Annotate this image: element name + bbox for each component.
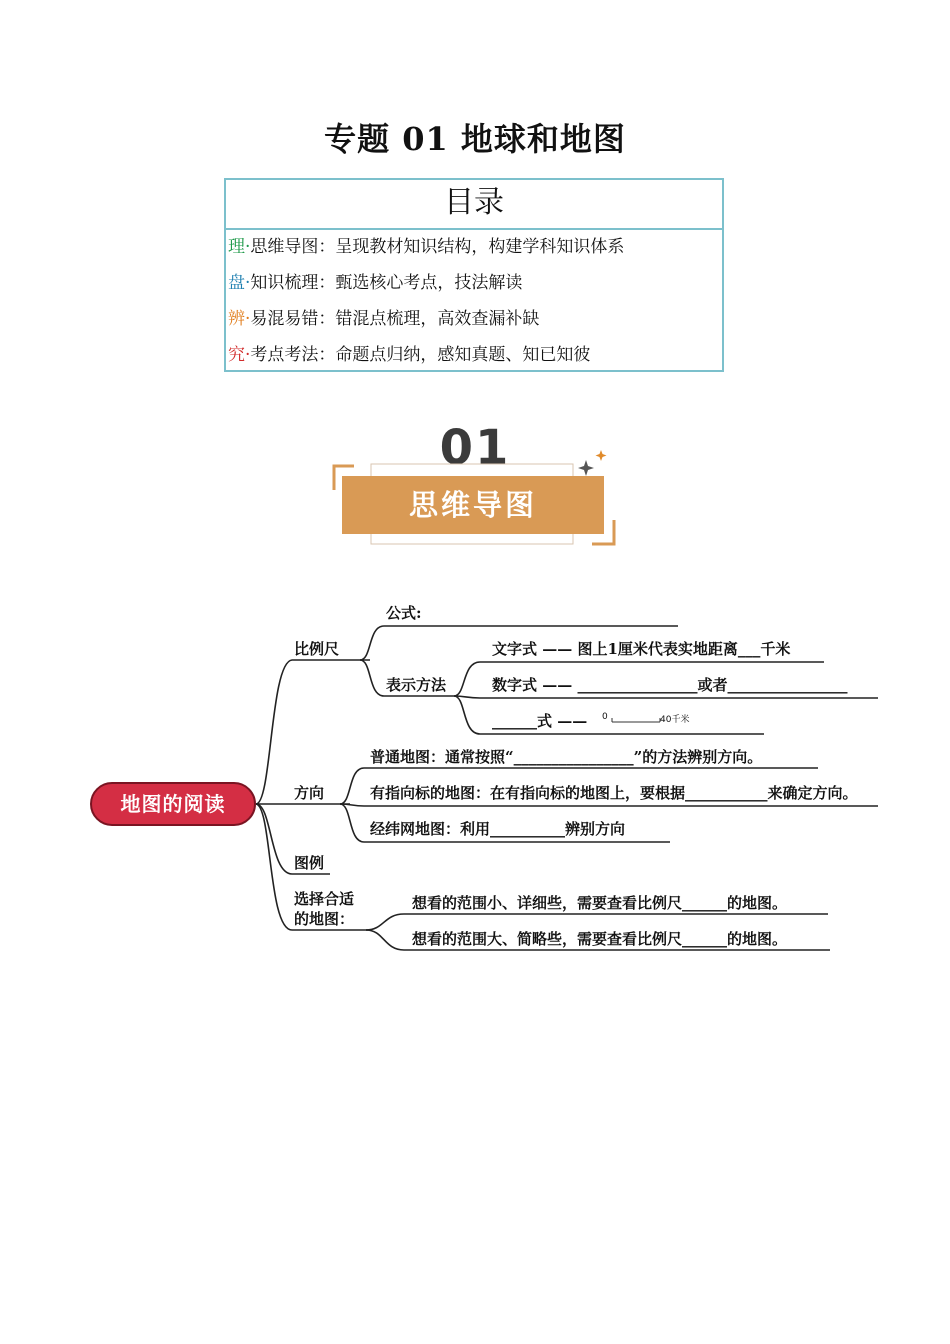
branch-choose-line2: 的地图： xyxy=(294,910,355,928)
direction-pointer: 有指向标的地图：在有指向标的地图上，要根据___________来确定方向。 xyxy=(370,784,858,802)
choose-small-area: 想看的范围小、详细些，需要查看比例尺______的地图。 xyxy=(412,894,788,912)
branch-legend: 图例 xyxy=(294,854,325,872)
scale-bar-zero: 0 xyxy=(602,712,608,722)
section-label: 思维导图 xyxy=(342,476,604,534)
toc-desc: ：错混点梳理，高效查漏补缺 xyxy=(318,309,540,329)
toc-name: 知识梳理 xyxy=(250,273,319,293)
toc-item-mistakes: 辨·易混易错：错混点梳理，高效查漏补缺 xyxy=(228,309,540,329)
toc-item-knowledge: 盘·知识梳理：甄选核心考点，技法解读 xyxy=(228,273,523,293)
toc-item-mindmap: 理·思维导图：呈现教材知识结构，构建学科知识体系 xyxy=(228,237,625,257)
scale-bar-end: 40千米 xyxy=(660,715,690,725)
scale-text-form: 文字式 —— 图上1厘米代表实地距离___千米 xyxy=(492,640,791,658)
toc-name: 考点考法 xyxy=(250,345,319,365)
toc-desc: ：命题点归纳，感知真题、知已知彼 xyxy=(318,345,591,365)
toc-key: 盘 xyxy=(228,273,245,293)
branch-scale: 比例尺 xyxy=(294,640,340,658)
scale-graphic-form: ______式 —— xyxy=(492,712,588,730)
direction-ordinary: 普通地图：通常按照“________________”的方法辨别方向。 xyxy=(370,748,763,766)
section-number: 01 xyxy=(439,420,511,476)
page-title: 专题 01 地球和地图 xyxy=(324,120,626,158)
toc-desc: ：呈现教材知识结构，构建学科知识体系 xyxy=(318,237,625,257)
scale-bar xyxy=(612,718,660,722)
toc-desc: ：甄选核心考点，技法解读 xyxy=(318,273,523,293)
branch-direction: 方向 xyxy=(294,784,325,802)
scale-number-form: 数字式 —— ________________或者________________ xyxy=(492,676,848,694)
toc-item-exam: 究·考点考法：命题点归纳，感知真题、知已知彼 xyxy=(228,345,591,365)
toc-key: 辨 xyxy=(228,309,245,329)
toc-key: 究 xyxy=(228,345,245,365)
toc-name: 思维导图 xyxy=(250,237,319,257)
direction-grid: 经纬网地图：利用__________辨别方向 xyxy=(370,820,626,838)
toc-heading: 目录 xyxy=(226,180,722,230)
toc-name: 易混易错 xyxy=(250,309,319,329)
scale-methods: 表示方法 xyxy=(386,676,447,694)
toc-key: 理 xyxy=(228,237,245,257)
branch-choose-line1: 选择合适 xyxy=(294,890,355,908)
scale-formula: 公式: xyxy=(386,604,422,622)
mindmap-root: 地图的阅读 xyxy=(90,782,256,826)
choose-large-area: 想看的范围大、简略些，需要查看比例尺______的地图。 xyxy=(412,930,788,948)
